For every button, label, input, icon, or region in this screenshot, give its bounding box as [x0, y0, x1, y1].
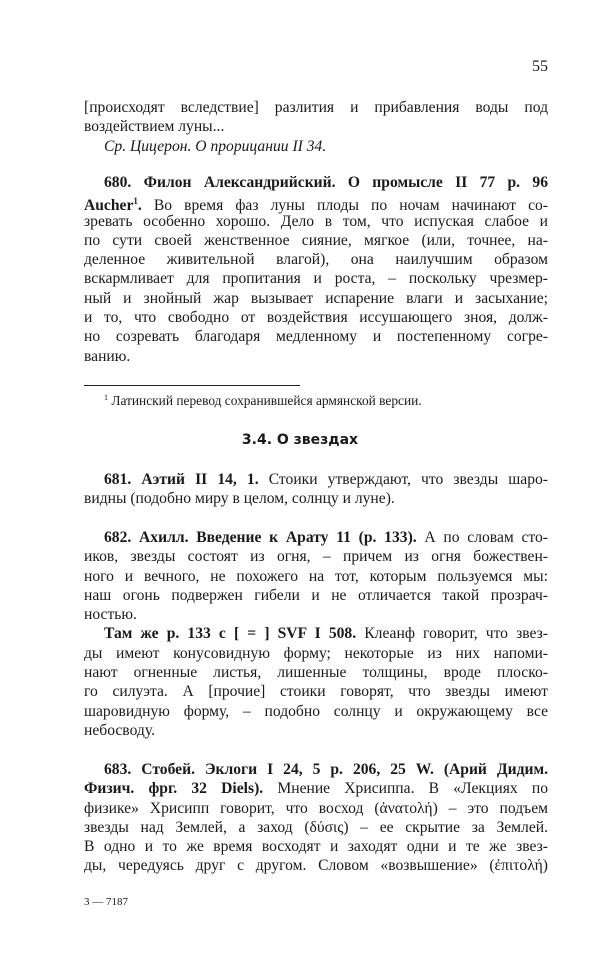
text-line [84, 173, 548, 192]
text-run: по сути своей женственное сияние, мягкое (или, точнее, на- [84, 231, 548, 249]
text-line [84, 605, 548, 624]
text-line [84, 818, 548, 837]
text-line [84, 567, 548, 586]
text-line [84, 528, 548, 547]
page-number: 55 [532, 58, 548, 75]
text-line [84, 98, 548, 117]
text-run: ного и вечного, не похожего на тот, которым пользуемся мы: [84, 567, 548, 585]
text-line [84, 250, 548, 269]
text-run: ды имеют конусовидную форму; некоторые из них напоми- [84, 644, 548, 662]
footnote-text: Латинский перевод сохранившейся армянской версии. [111, 393, 422, 408]
section-heading: 3.4. О звездах [241, 432, 359, 448]
text-run: ностью. [84, 606, 137, 624]
text-run: ный и знойный жар вызывает испарение влаги и засыхание; [84, 289, 548, 307]
text-run: Клеанф говорит, что звез- [364, 625, 548, 643]
footnote-marker: 1 [104, 393, 108, 402]
text-line [84, 799, 548, 818]
text-run: звезды над Землей, а заход (δύσις) – ее скрытие за Землей. [84, 818, 548, 836]
footer-signature: 3 — 7187 [84, 896, 128, 908]
paragraph-681 [84, 470, 548, 509]
bold-citation: 683. Стобей. Эклоги I 24, 5 р. 206, 25 W. (Арий Дидим. [104, 761, 548, 778]
text-run: иков, звезды состоят из огня, – причем из огня божествен- [84, 548, 548, 566]
text-run: шаровидную форму, – подобно солнцу и окружающему все [84, 702, 548, 720]
text-run: го силуэта. А [прочие] стоики говорят, что звезды имеют [84, 683, 548, 701]
text-run: деленное живительной влагой), она наилучшим образом [84, 251, 548, 269]
bold-citation: Физич. фрг. 32 Diels). [84, 780, 278, 798]
bold-citation: 680. Филон Александрийский. О промысле II 77 p. 96 [104, 174, 548, 191]
bold-citation: Там же р. 133 с [ = ] SVF I 508. [104, 625, 365, 643]
footnote [104, 393, 422, 409]
footnote-ref: 1 [133, 196, 138, 207]
text-line [84, 470, 548, 489]
text-run: нают огненные листья, лишенные толщины, вроде плоско- [84, 664, 548, 682]
text-run: [происходят вследствие] разлития и прибавления воды под [84, 99, 548, 116]
text-run: В одно и то же время восходят и заходят одни и те же звез- [84, 838, 548, 856]
text-run: Во время фаз луны плоды по ночам начинают со- [153, 197, 549, 215]
bold-citation: 682. Ахилл. Введение к Арату 11 (р. 133). [104, 529, 425, 546]
paragraph-682 [84, 528, 548, 740]
text-run: и то, что свободно от воздействия иссушающего зноя, долж- [84, 309, 548, 327]
text-line [84, 760, 548, 779]
text-line [84, 547, 548, 566]
text-line [84, 117, 548, 136]
text-run: воздействием луны... [84, 118, 225, 136]
text-run: вскармливает для пропитания и роста, – поскольку чрезмер- [84, 270, 548, 288]
text-line [84, 702, 548, 721]
text-line [84, 137, 548, 156]
bold-citation: 681. Аэтий II 14, 1. [104, 471, 269, 488]
text-line [84, 269, 548, 288]
text-line [84, 779, 548, 798]
text-run: видны (подобно миру в целом, солнцу и луне). [84, 490, 395, 508]
text-line [84, 231, 548, 250]
text-line [84, 212, 548, 231]
bold-citation: . [137, 197, 154, 215]
text-run: Стоики утверждают, что звезды шаро- [268, 471, 548, 488]
text-line [84, 856, 548, 875]
text-line [84, 289, 548, 308]
text-run: зревать особенно хорошо. Дело в том, что испуская слабое и [84, 212, 548, 230]
text-line [84, 663, 548, 682]
italic-reference: Ср. Цицерон. О прорицании II 34. [104, 137, 327, 155]
bold-citation: Aucher [84, 197, 134, 215]
text-run: небосводу. [84, 721, 155, 739]
text-run: физике» Хрисипп говорит, что восход (ἀνατολή) – это подъем [84, 799, 548, 817]
text-run: Мнение Хрисиппа. В «Лекциях по [277, 780, 548, 798]
text-line [84, 721, 548, 740]
text-run: ванию. [84, 347, 131, 365]
text-line [84, 308, 548, 327]
text-run: ды, чередуясь друг с другом. Словом «возвышение» (ἐπιτολή) [84, 857, 548, 875]
text-line [84, 192, 549, 215]
text-line [84, 837, 548, 856]
text-run: но созревать благодаря медленному и постепенному согре- [84, 328, 548, 346]
text-line [84, 586, 548, 605]
text-line [84, 489, 548, 508]
text-run: наш огонь подвержен гибели и не отличается такой прозрач- [84, 586, 548, 604]
text-line [84, 347, 548, 366]
text-line [84, 682, 548, 701]
text-line [84, 327, 548, 346]
paragraph-683 [84, 760, 548, 876]
paragraph-680 [84, 173, 548, 366]
text-line [84, 644, 548, 663]
footnote-divider [84, 385, 300, 386]
text-run: А по словам сто- [424, 529, 548, 546]
paragraph-continuation [84, 98, 548, 156]
text-line [84, 624, 548, 643]
